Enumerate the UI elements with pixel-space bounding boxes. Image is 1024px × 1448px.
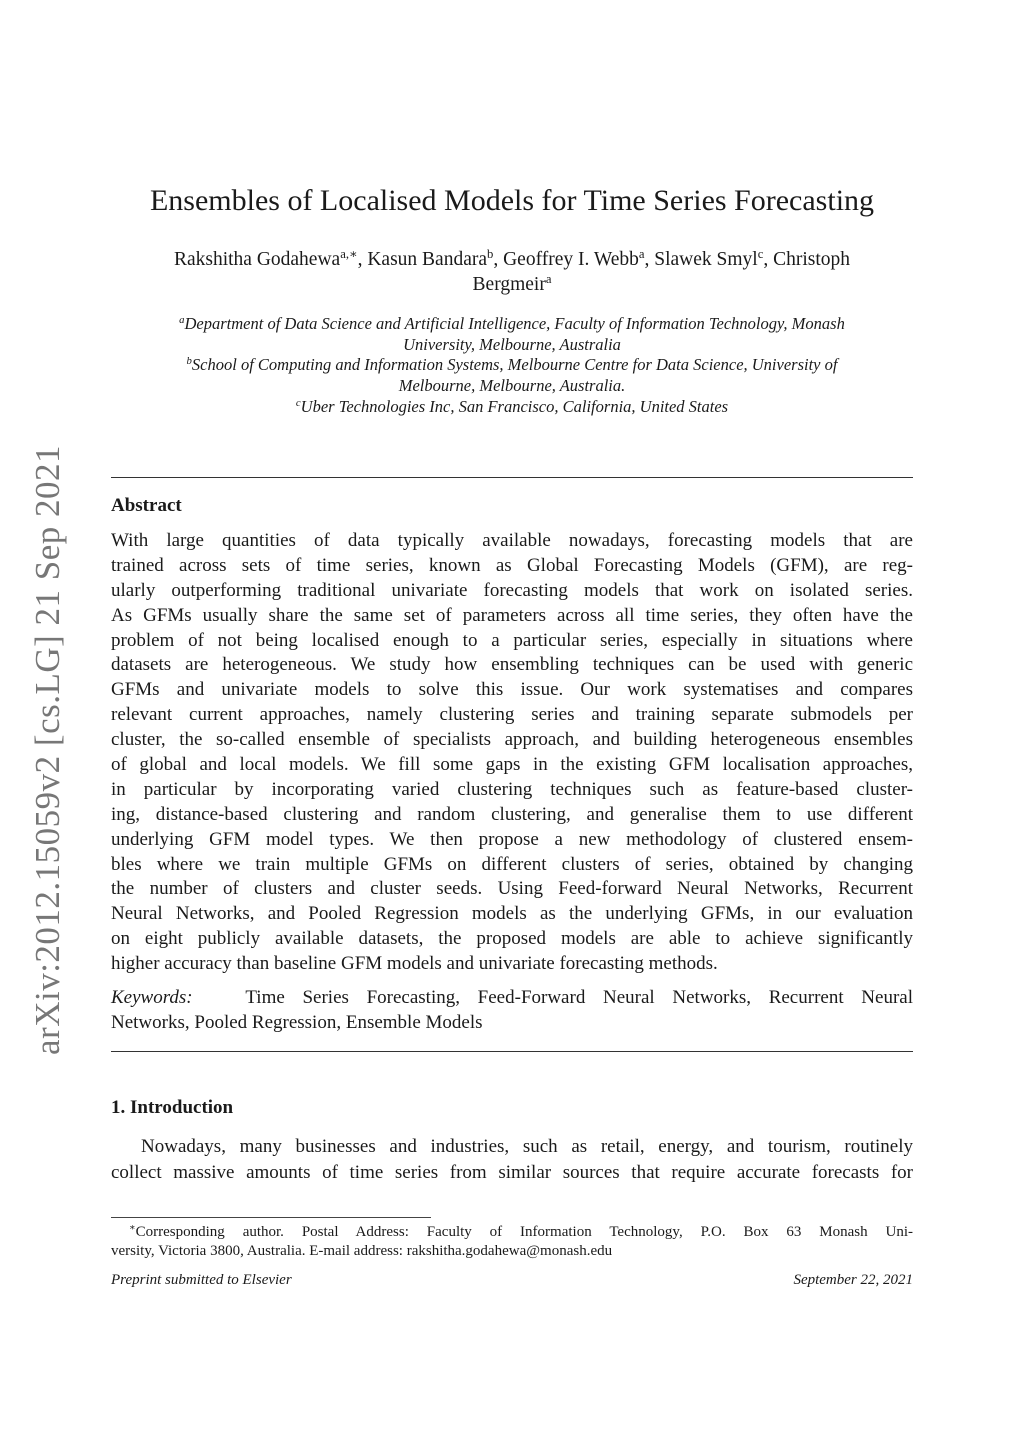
author-name: Rakshitha Godahewa	[173, 249, 341, 270]
keywords-text: Time Series Forecasting, Feed-Forward Neural Networks, Recurrent Neural	[245, 987, 913, 1008]
footnote-mark: ∗	[129, 1222, 136, 1234]
abstract-line: higher accuracy than baseline GFM models and univariate forecasting methods.	[111, 953, 718, 975]
text-line: Nowadays, many businesses and industries, such as retail, energy, and tourism, routinely	[141, 1136, 913, 1157]
author-affil-mark: c	[757, 247, 764, 262]
author	[503, 249, 654, 270]
separator: ,	[644, 249, 655, 270]
abstract-line: underlying GFM model types. We then propose a new methodology of clustered ensem-	[111, 828, 913, 850]
author-affil-mark: a	[545, 272, 552, 287]
author-affil-mark: a,∗	[340, 247, 358, 262]
abstract-line: With large quantities of data typically available nowadays, forecasting models that are	[111, 530, 913, 551]
affil-text: School of Computing and Information Systems, Melbourne Centre for Data Science, University of	[191, 355, 838, 374]
author-list	[111, 249, 913, 271]
author-name: Kasun Bandara	[367, 249, 488, 270]
abstract-line: ularly outperforming traditional univariate forecasting models that work on isolated series.	[111, 579, 913, 601]
affiliation-b	[111, 355, 913, 375]
author-line-2	[111, 274, 913, 296]
affiliation-b-cont: Melbourne, Melbourne, Australia.	[398, 376, 626, 395]
divider-bottom	[111, 1051, 913, 1052]
abstract-line: GFMs and univariate models to solve this issue. Our work systematises and compares	[111, 679, 913, 701]
separator: ,	[763, 249, 774, 270]
affil-mark: a	[179, 314, 185, 327]
keywords	[111, 986, 913, 1036]
author	[367, 249, 503, 270]
preprint-note: Preprint submitted to Elsevier	[111, 1272, 292, 1288]
author	[654, 249, 773, 270]
author-name: Slawek Smyl	[654, 249, 758, 270]
affiliation-a-cont: University, Melbourne, Australia	[403, 335, 621, 354]
paper-title: Ensembles of Localised Models for Time Series Forecasting	[149, 184, 875, 217]
author	[174, 249, 367, 270]
abstract-line: As GFMs usually share the same set of parameters across all time series, they often have the	[111, 604, 913, 626]
separator: ,	[357, 249, 368, 270]
affiliation-c	[111, 397, 913, 417]
affil-mark: b	[186, 355, 192, 368]
affil-text: Department of Data Science and Artificial Intelligence, Faculty of Information Technology, Monash	[184, 314, 845, 333]
footnote	[111, 1223, 913, 1260]
affiliation-a	[111, 314, 913, 334]
author-name: Christoph	[773, 249, 851, 270]
abstract-line: problem of not being localised enough to a particular series, especially in situations where	[111, 629, 913, 651]
abstract-line: on eight publicly available datasets, the proposed models are able to achieve significantly	[111, 928, 913, 950]
section-heading-introduction: 1. Introduction	[111, 1097, 234, 1118]
keywords-line	[111, 986, 913, 1011]
divider-top	[111, 477, 913, 478]
separator: ,	[493, 249, 504, 270]
affil-text: Uber Technologies Inc, San Francisco, California, United States	[300, 397, 729, 416]
abstract-line: bles where we train multiple GFMs on different clusters of series, obtained by changing	[111, 853, 913, 875]
abstract-line: trained across sets of time series, known as Global Forecasting Models (GFM), are reg-	[111, 554, 913, 576]
footnote-text: Corresponding author. Postal Address: Faculty of Information Technology, P.O. Box 63 Monash Uni-	[135, 1224, 913, 1240]
author-name: Geoffrey I. Webb	[503, 249, 639, 270]
abstract-line: in particular by incorporating varied clustering techniques such as feature-based cluster-	[111, 778, 913, 800]
text-line: collect massive amounts of time series from similar sources that require accurate forecasts for	[111, 1162, 913, 1183]
footnote-rule	[111, 1217, 431, 1218]
arxiv-identifier: arXiv:2012.15059v2 [cs.LG] 21 Sep 2021	[28, 444, 67, 1055]
abstract-line: relevant current approaches, namely clustering series and training separate submodels per	[111, 704, 913, 726]
introduction-body	[111, 1134, 913, 1186]
footer-date: September 22, 2021	[793, 1272, 913, 1288]
abstract-line: datasets are heterogeneous. We study how ensembling techniques can be used with generic	[111, 654, 913, 676]
author-affil-mark: b	[487, 247, 494, 262]
affil-mark: c	[295, 397, 301, 410]
abstract-heading: Abstract	[111, 495, 182, 516]
abstract-body	[111, 529, 913, 977]
keywords-line: Networks, Pooled Regression, Ensemble Models	[111, 1011, 483, 1033]
keywords-label: Keywords:	[111, 987, 193, 1008]
footnote-line: versity, Victoria 3800, Australia. E-mail address: rakshitha.godahewa@monash.edu	[111, 1242, 613, 1259]
abstract-line: Neural Networks, and Pooled Regression models as the underlying GFMs, in our evaluation	[111, 903, 913, 925]
footnote-line	[111, 1223, 913, 1242]
abstract-line: ing, distance-based clustering and random clustering, and generalise them to use different	[111, 803, 913, 825]
abstract-line: of global and local models. We fill some gaps in the existing GFM localisation approaches,	[111, 754, 913, 776]
abstract-line: cluster, the so-called ensemble of specialists approach, and building heterogeneous ensembles	[111, 729, 913, 751]
author-name: Bergmeir	[472, 274, 546, 295]
author-affil-mark: a	[638, 247, 645, 262]
abstract-line: the number of clusters and cluster seeds. Using Feed-forward Neural Networks, Recurrent	[111, 878, 913, 900]
